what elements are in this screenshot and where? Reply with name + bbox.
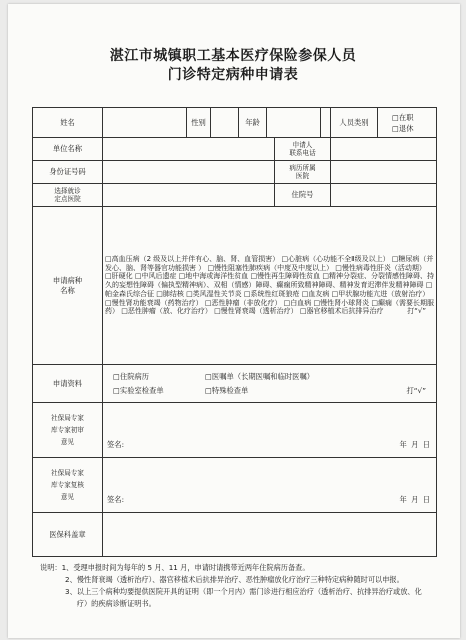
id-number-field[interactable]	[103, 161, 275, 184]
doctor-orders-checkbox[interactable]: □医嘱单（长期医嘱和临时医嘱）	[205, 371, 315, 381]
materials-label: 申请资料	[33, 365, 103, 403]
employed-checkbox[interactable]: □在职	[392, 112, 414, 122]
age-field[interactable]	[267, 108, 321, 138]
applicant-phone-label: 申请人 联系电话	[275, 138, 331, 161]
hospital-field[interactable]	[331, 161, 437, 184]
expert-initial-review-label: 社保局专家 库专家初审 意见	[33, 403, 103, 458]
gender-label: 性别	[187, 108, 211, 138]
note-number: 3、	[65, 587, 77, 596]
form-title-line2: 门诊特定病种申请表	[167, 67, 299, 83]
tick-instruction-2: 打“√”	[406, 385, 426, 395]
expert-recheck-field[interactable]	[103, 458, 437, 513]
note-item	[40, 586, 430, 610]
retired-checkbox[interactable]: □退休	[392, 123, 414, 133]
applicant-phone-field[interactable]	[331, 138, 437, 161]
category-label-pad	[321, 108, 331, 138]
age-label: 年龄	[239, 108, 267, 138]
signature-label-1: 签名:	[107, 439, 125, 449]
materials-options	[103, 365, 437, 403]
unit-name-field[interactable]	[103, 138, 275, 161]
expert-recheck-label: 社保局专家 库专家复核 意见	[33, 458, 103, 513]
disease-label: 申请病种 名称	[33, 207, 103, 365]
medical-dept-stamp-field[interactable]	[103, 513, 437, 557]
note-number: 1、	[61, 563, 74, 572]
application-form-table	[32, 107, 437, 557]
note-text: 受理申报时间为每年的 5 月、11 月，申请时请携带近两年住院病历备查。	[73, 563, 310, 572]
special-exam-checkbox[interactable]: □特殊检查单	[205, 385, 249, 395]
expert-initial-review-field[interactable]	[103, 403, 437, 458]
medical-dept-stamp-label: 医保科盖章	[33, 513, 103, 557]
hospital-label: 病历所属 医院	[275, 161, 331, 184]
inpatient-number-label: 住院号	[275, 184, 331, 207]
note-text: 慢性肾衰竭（透析治疗）、器官移植术后抗排异治疗、恶性肿瘤放化疗治疗三种特定病种随时可以申报。	[76, 575, 404, 584]
name-field[interactable]	[103, 108, 187, 138]
gender-field[interactable]	[211, 108, 239, 138]
lab-report-checkbox[interactable]: □实验室检查单	[113, 385, 164, 395]
category-label: 人员类别	[331, 108, 378, 137]
disease-options[interactable]	[103, 207, 437, 365]
select-hospital-field[interactable]	[103, 184, 275, 207]
medical-record-checkbox[interactable]: □住院病历	[113, 371, 150, 381]
notes-lead: 说明：	[40, 563, 62, 572]
disease-checkbox-list[interactable]: □高血压病（2 级及以上并伴有心、脑、肾、血管损害） □心脏病（心功能不全Ⅱ级及以上） □糖尿病（并发心、脑、肾等器官功能损害 ） □慢性阻塞性肺疾病（中度及中度以上） □慢性病毒性肝炎（活动期） □肝硬化 □中风后遗症 □地中海或海洋性贫血 □慢性再生障碍性贫血 □精神分裂症、分裂情感性障碍、持久的妄想性障碍（偏执型精神病）、双相（情感）障碍、癫痫所致精神障碍、精神发育迟滞伴发精神障碍 □帕金森氏综合征 □肺结核 □类风湿性关节炎 □系统性红斑狼疮 □血友病 □甲状腺功能亢进（放射治疗） □慢性肾功能衰竭（药物治疗） □恶性肿瘤（非放化疗） □白血病 □慢性肾小球肾炎 □癫痫（需要长期服药） □恶性肿瘤（放、化疗治疗） □慢性肾衰竭（透析治疗） □器官移植术后抗排异治疗	[105, 254, 434, 316]
note-text: 以上三个病种均要提供医院开具的证明（即一个月内）需门诊进行相应治疗（透析治疗、抗排异治疗或放、化疗）的疾病诊断证明书。	[76, 587, 422, 608]
date-label-1: 年 月 日	[399, 439, 430, 449]
unit-name-label: 单位名称	[33, 138, 103, 161]
signature-label-2: 签名:	[107, 494, 125, 504]
category-cell	[331, 108, 437, 138]
note-item	[40, 574, 430, 586]
tick-instruction-1: 打“√”	[407, 307, 426, 316]
notes-section	[40, 562, 430, 610]
name-label: 姓名	[33, 108, 103, 138]
note-item	[40, 562, 430, 574]
date-label-2: 年 月 日	[399, 494, 430, 504]
note-number: 2、	[65, 575, 77, 584]
select-hospital-label: 选择就诊 定点医院	[33, 184, 103, 207]
form-title-line1: 湛江市城镇职工基本医疗保险参保人员	[109, 48, 357, 64]
id-number-label: 身份证号码	[33, 161, 103, 184]
inpatient-number-field[interactable]	[331, 184, 437, 207]
